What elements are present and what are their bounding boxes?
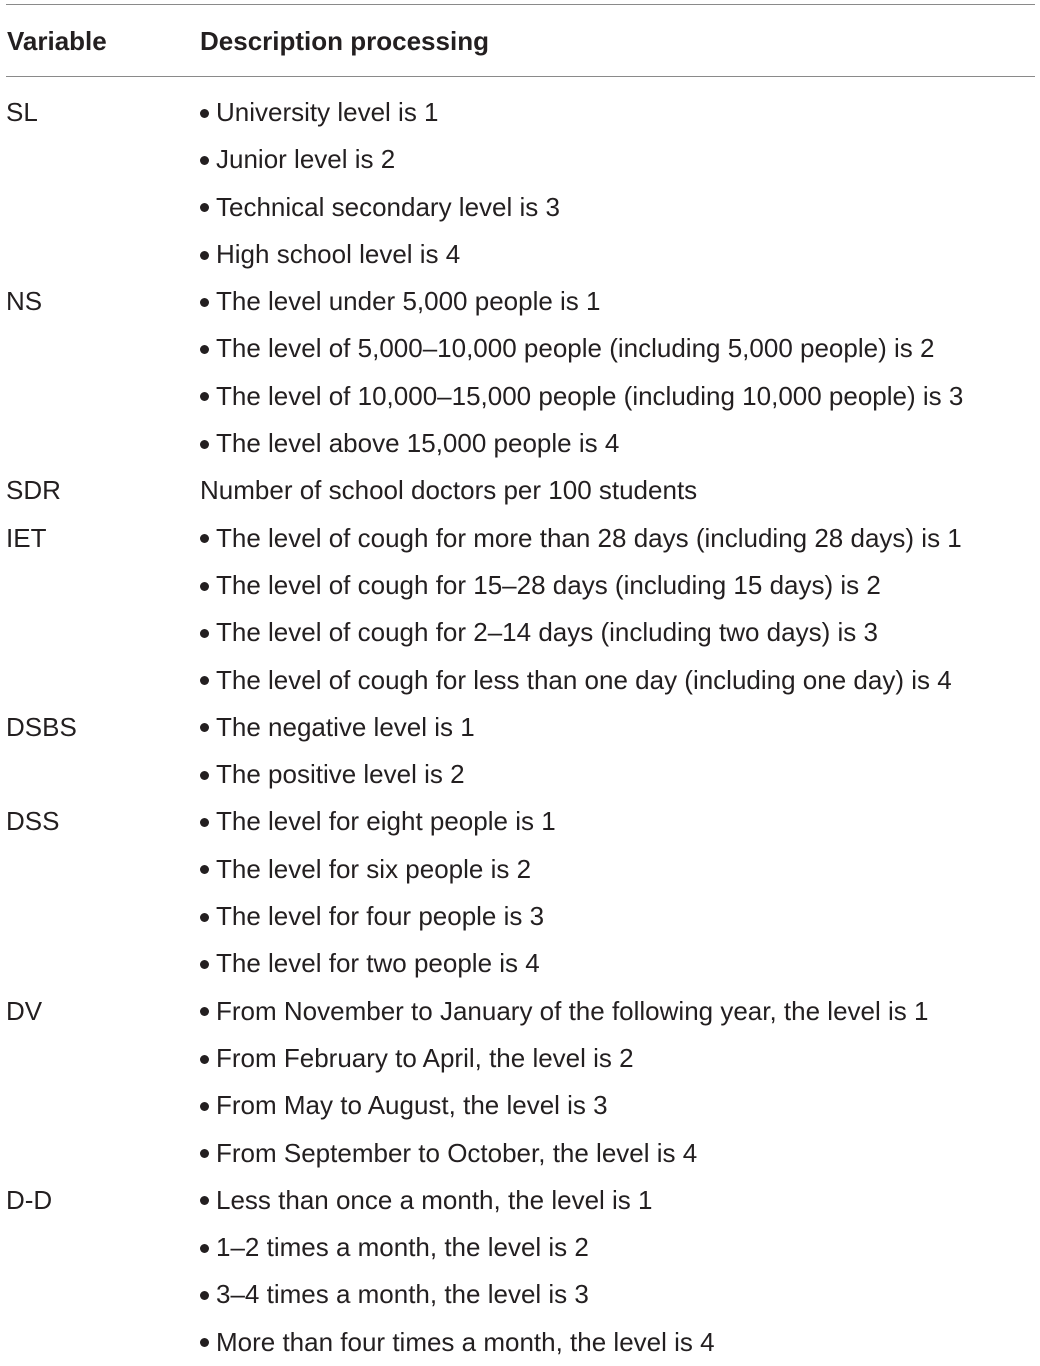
bullet-icon: [200, 1244, 209, 1253]
description-list-item: [200, 325, 1035, 372]
table-row: [6, 278, 1035, 467]
table-row: [6, 515, 1035, 704]
variable-cell: NS: [6, 286, 43, 317]
description-item-text: The level of 5,000–10,000 people (including 5,000 people) is 2: [216, 333, 935, 364]
variable-cell: DSBS: [6, 711, 77, 742]
description-list-item: [200, 373, 1035, 420]
variable-cell: IET: [6, 522, 47, 553]
bullet-icon: [200, 1007, 209, 1016]
header-description: Description processing: [200, 26, 489, 56]
description-item-text: Technical secondary level is 3: [216, 191, 560, 222]
description-list-item: [200, 609, 1035, 656]
description-item-text: 1–2 times a month, the level is 2: [216, 1232, 589, 1263]
bullet-icon: [200, 251, 209, 260]
description-cell: [200, 1177, 1035, 1366]
description-item-text: From February to April, the level is 2: [216, 1042, 634, 1073]
table-header-row: [6, 5, 1035, 76]
description-list-item: [200, 1224, 1035, 1271]
variable-cell: DV: [6, 995, 43, 1026]
description-item-text: The negative level is 1: [216, 711, 475, 742]
bullet-icon: [200, 392, 209, 401]
description-cell: [200, 89, 1035, 278]
bullet-icon: [200, 109, 209, 118]
bullet-icon: [200, 1102, 209, 1111]
description-item-text: More than four times a month, the level is 4: [216, 1326, 715, 1357]
description-list-item: [200, 136, 1035, 183]
description-item-text: University level is 1: [216, 97, 439, 127]
table-row: [6, 988, 1035, 1177]
variable-cell: SDR: [6, 475, 61, 506]
bullet-icon: [200, 865, 209, 874]
table-header-rule: [6, 76, 1035, 77]
description-list-item: [200, 751, 1035, 798]
description-list-item: [200, 1271, 1035, 1318]
description-item-text: From November to January of the following year, the level is 1: [216, 995, 929, 1026]
description-list-item: [200, 420, 1035, 467]
description-item-text: From May to August, the level is 3: [216, 1090, 608, 1121]
bullet-icon: [200, 629, 209, 638]
description-cell: [200, 704, 1035, 799]
bullet-icon: [200, 1149, 209, 1158]
bullet-icon: [200, 203, 209, 212]
bullet-icon: [200, 534, 209, 543]
table-row: [6, 467, 1035, 514]
description-item-text: The level of cough for more than 28 days (including 28 days) is 1: [216, 522, 962, 553]
description-item-text: The level for eight people is 1: [216, 806, 556, 837]
description-list-item: [200, 1082, 1035, 1129]
description-item-text: 3–4 times a month, the level is 3: [216, 1279, 589, 1310]
table-row: [6, 89, 1035, 278]
bullet-icon: [200, 913, 209, 922]
description-cell: [200, 278, 1035, 467]
description-list-item: [200, 704, 1035, 751]
description-item-text: Less than once a month, the level is 1: [216, 1184, 653, 1215]
description-cell: [200, 515, 1035, 704]
description-list-item: [200, 1130, 1035, 1177]
bullet-icon: [200, 345, 209, 354]
table-row: [6, 798, 1035, 987]
description-item-text: Junior level is 2: [216, 144, 396, 175]
description-list-item: [200, 798, 1035, 845]
bullet-icon: [200, 1196, 209, 1205]
description-list-item: [200, 1319, 1035, 1366]
description-list-item: [200, 231, 1035, 278]
bullet-icon: [200, 156, 209, 165]
description-item-text: The level for four people is 3: [216, 901, 545, 932]
description-item-text: High school level is 4: [216, 238, 461, 269]
table-row: [6, 704, 1035, 799]
table-body: [6, 89, 1035, 1366]
description-text: Number of school doctors per 100 students: [200, 475, 698, 506]
variable-cell: D-D: [6, 1184, 53, 1215]
description-list-item: [200, 893, 1035, 940]
description-list-item: [200, 846, 1035, 893]
description-item-text: The level of cough for 15–28 days (including 15 days) is 2: [216, 569, 881, 600]
description-list-item: [200, 515, 1035, 562]
description-list-item: [200, 562, 1035, 609]
bullet-icon: [200, 771, 209, 780]
description-list-item: [200, 184, 1035, 231]
description-item-text: The level under 5,000 people is 1: [216, 286, 601, 317]
description-item-text: The level of cough for less than one day (including one day) is 4: [216, 664, 952, 695]
description-item-text: The level of cough for 2–14 days (including two days) is 3: [216, 617, 878, 648]
header-variable: Variable: [7, 26, 107, 56]
description-cell: [200, 988, 1035, 1177]
description-list-item: [200, 988, 1035, 1035]
variable-cell: SL: [6, 97, 38, 127]
bullet-icon: [200, 1291, 209, 1300]
bullet-icon: [200, 818, 209, 827]
description-list-item: [200, 657, 1035, 704]
bullet-icon: [200, 298, 209, 307]
description-item-text: The level above 15,000 people is 4: [216, 428, 620, 459]
description-item-text: The level for six people is 2: [216, 853, 532, 884]
description-cell: [200, 798, 1035, 987]
variable-cell: DSS: [6, 806, 60, 837]
bullet-icon: [200, 676, 209, 685]
description-list-item: [200, 940, 1035, 987]
description-item-text: The positive level is 2: [216, 759, 465, 790]
bullet-icon: [200, 960, 209, 969]
bullet-icon: [200, 582, 209, 591]
bullet-icon: [200, 723, 209, 732]
bullet-icon: [200, 1338, 209, 1347]
description-list-item: [200, 278, 1035, 325]
bullet-icon: [200, 440, 209, 449]
description-item-text: The level of 10,000–15,000 people (including 10,000 people) is 3: [216, 380, 964, 411]
description-list-item: [200, 89, 1035, 136]
description-list-item: [200, 1035, 1035, 1082]
bullet-icon: [200, 1055, 209, 1064]
description-item-text: From September to October, the level is 4: [216, 1137, 698, 1168]
description-cell: [200, 467, 1035, 514]
table-row: [6, 1177, 1035, 1366]
description-item-text: The level for two people is 4: [216, 948, 540, 979]
description-list-item: [200, 1177, 1035, 1224]
